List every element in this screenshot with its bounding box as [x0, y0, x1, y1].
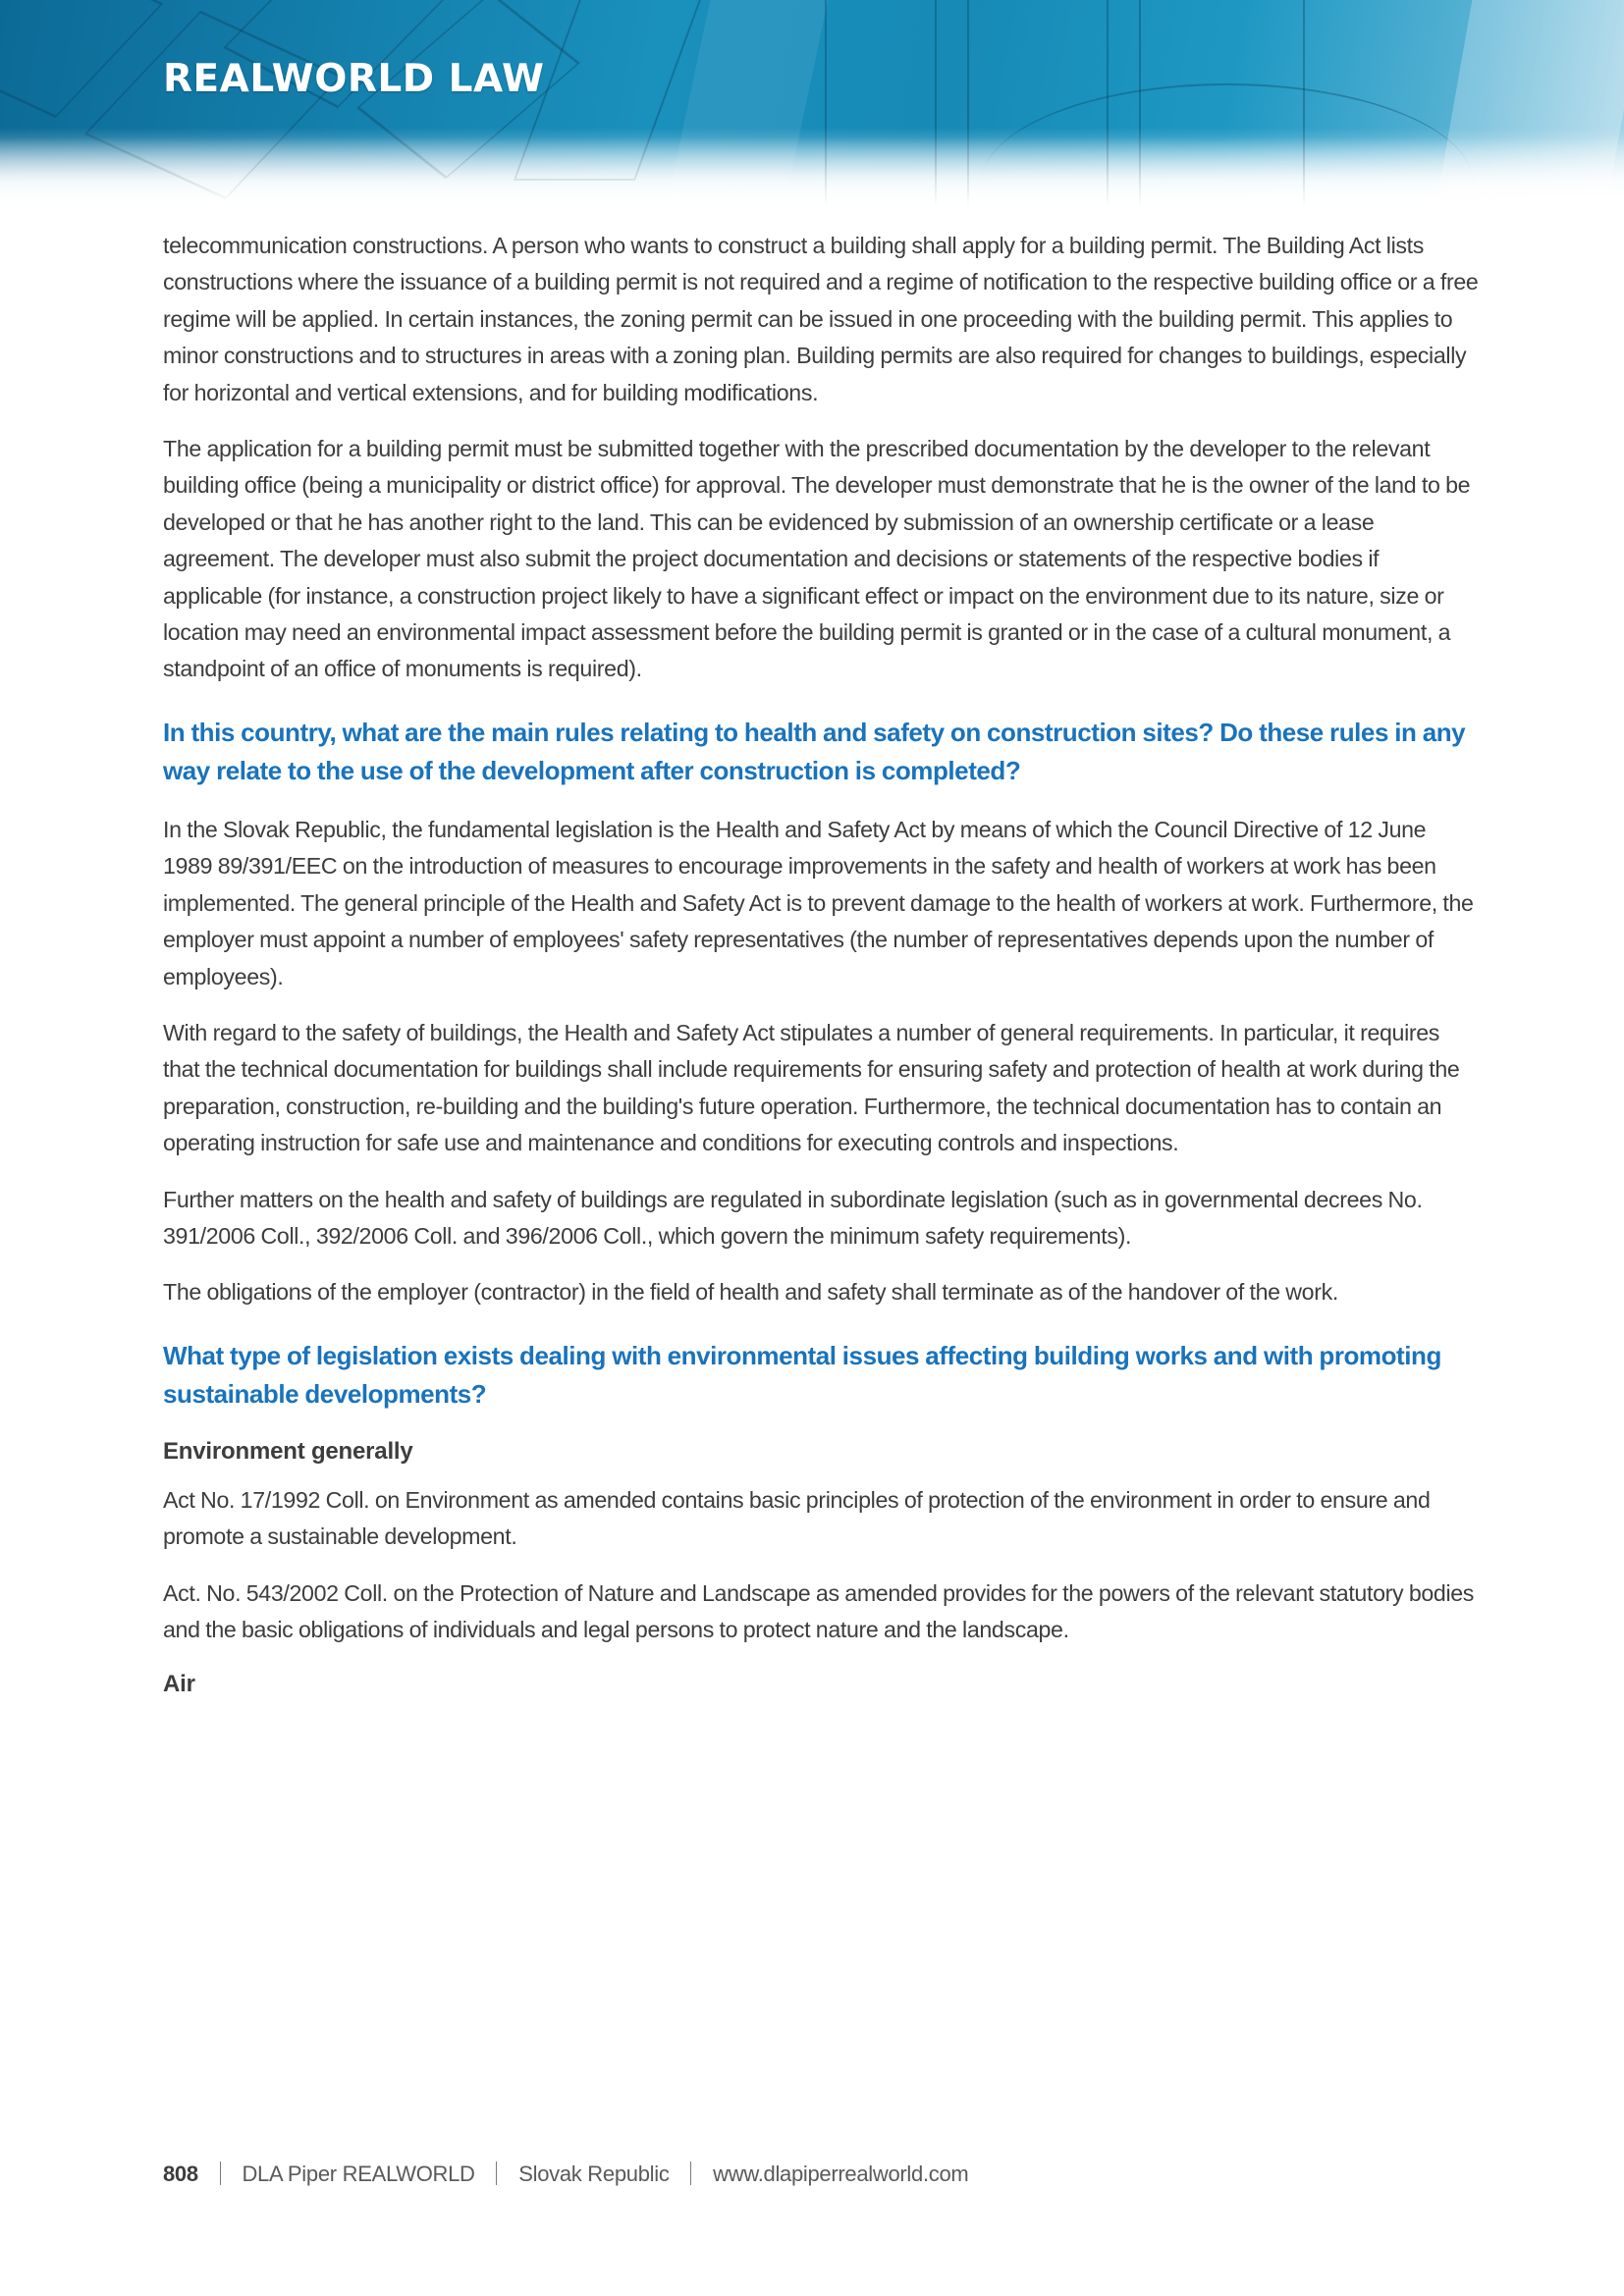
- footer-website-link[interactable]: www.dlapiperrealworld.com: [713, 2162, 969, 2186]
- footer-divider: [496, 2162, 497, 2185]
- body-paragraph: Act No. 17/1992 Coll. on Environment as amended contains basic principles of protection of the environment in order to ensure and promote a sustainable development.: [163, 1486, 1431, 1550]
- banner-title: REALWORLD LAW: [163, 57, 545, 101]
- body-paragraph: In the Slovak Republic, the fundamental legislation is the Health and Safety Act by means of which the Council Directive of 12 June 1989 89/391/EEC on the introduction of measures to encourage improvements in the safety and health of workers at work has been implemented. The general principle of the Health and Safety Act is to prevent damage to the health of workers at work. Furthermore, the employer must appoint a number of employees' safety representatives (the number of representatives depends upon the number of employees).: [163, 816, 1474, 989]
- subheading-air: Air: [163, 1671, 195, 1698]
- question-heading: In this country, what are the main rules relating to health and safety on construction sites? Do these rules in any way relate to the use of the development after construction is completed?: [163, 717, 1466, 785]
- body-paragraph: The application for a building permit must be submitted together with the prescribed documentation by the developer to the relevant building office (being a municipality or district office) for approval. The developer must demonstrate that he is the owner of the land to be developed or that he has another right to the land. This can be evidenced by submission of an ownership certificate or a lease agreement. The developer must also submit the project documentation and decisions or statements of the respective bodies if applicable (for instance, a construction project likely to have a significant effect or impact on the environment due to its nature, size or location may need an environmental impact assessment before the building permit is granted or in the case of a cultural monument, a standpoint of an office of monuments is required).: [163, 436, 1471, 682]
- body-paragraph: The obligations of the employer (contractor) in the field of health and safety shall terminate as of the handover of the work.: [163, 1279, 1338, 1306]
- banner-fade: [0, 128, 1624, 216]
- body-paragraph: Act. No. 543/2002 Coll. on the Protection of Nature and Landscape as amended provides for the powers of the relevant statutory bodies and the basic obligations of individuals and legal persons to protect nature and the landscape.: [163, 1579, 1475, 1642]
- page-number: 808: [163, 2162, 198, 2186]
- page-footer: [163, 2162, 968, 2187]
- header-banner: [0, 0, 1624, 216]
- subheading-environment-generally: Environment generally: [163, 1437, 413, 1465]
- page-content: [163, 228, 1479, 1715]
- footer-publication: DLA Piper REALWORLD: [242, 2162, 475, 2186]
- body-paragraph: telecommunication constructions. A person who wants to construct a building shall apply for a building permit. The Building Act lists constructions where the issuance of a building permit is not required and a regime of notification to the respective building office or a free regime will be applied. In certain instances, the zoning permit can be issued in one proceeding with the building permit. This applies to minor constructions and to structures in areas with a zoning plan. Building permits are also required for changes to buildings, especially for horizontal and vertical extensions, and for building modifications.: [163, 233, 1479, 405]
- body-paragraph: With regard to the safety of buildings, the Health and Safety Act stipulates a number of general requirements. In particular, it requires that the technical documentation for buildings shall include requirements for ensuring safety and protection of health at work during the preparation, construction, re-building and the building's future operation. Furthermore, the technical documentation has to contain an operating instruction for safe use and maintenance and conditions for executing controls and inspections.: [163, 1019, 1460, 1156]
- footer-divider: [220, 2162, 221, 2185]
- footer-divider: [690, 2162, 691, 2185]
- question-heading: What type of legislation exists dealing with environmental issues affecting building works and with promoting sustainable developments?: [163, 1340, 1441, 1409]
- body-paragraph: Further matters on the health and safety of buildings are regulated in subordinate legislation (such as in governmental decrees No. 391/2006 Coll., 392/2006 Coll. and 396/2006 Coll., which govern the minimum safety requirements).: [163, 1186, 1423, 1249]
- footer-country: Slovak Republic: [518, 2162, 670, 2186]
